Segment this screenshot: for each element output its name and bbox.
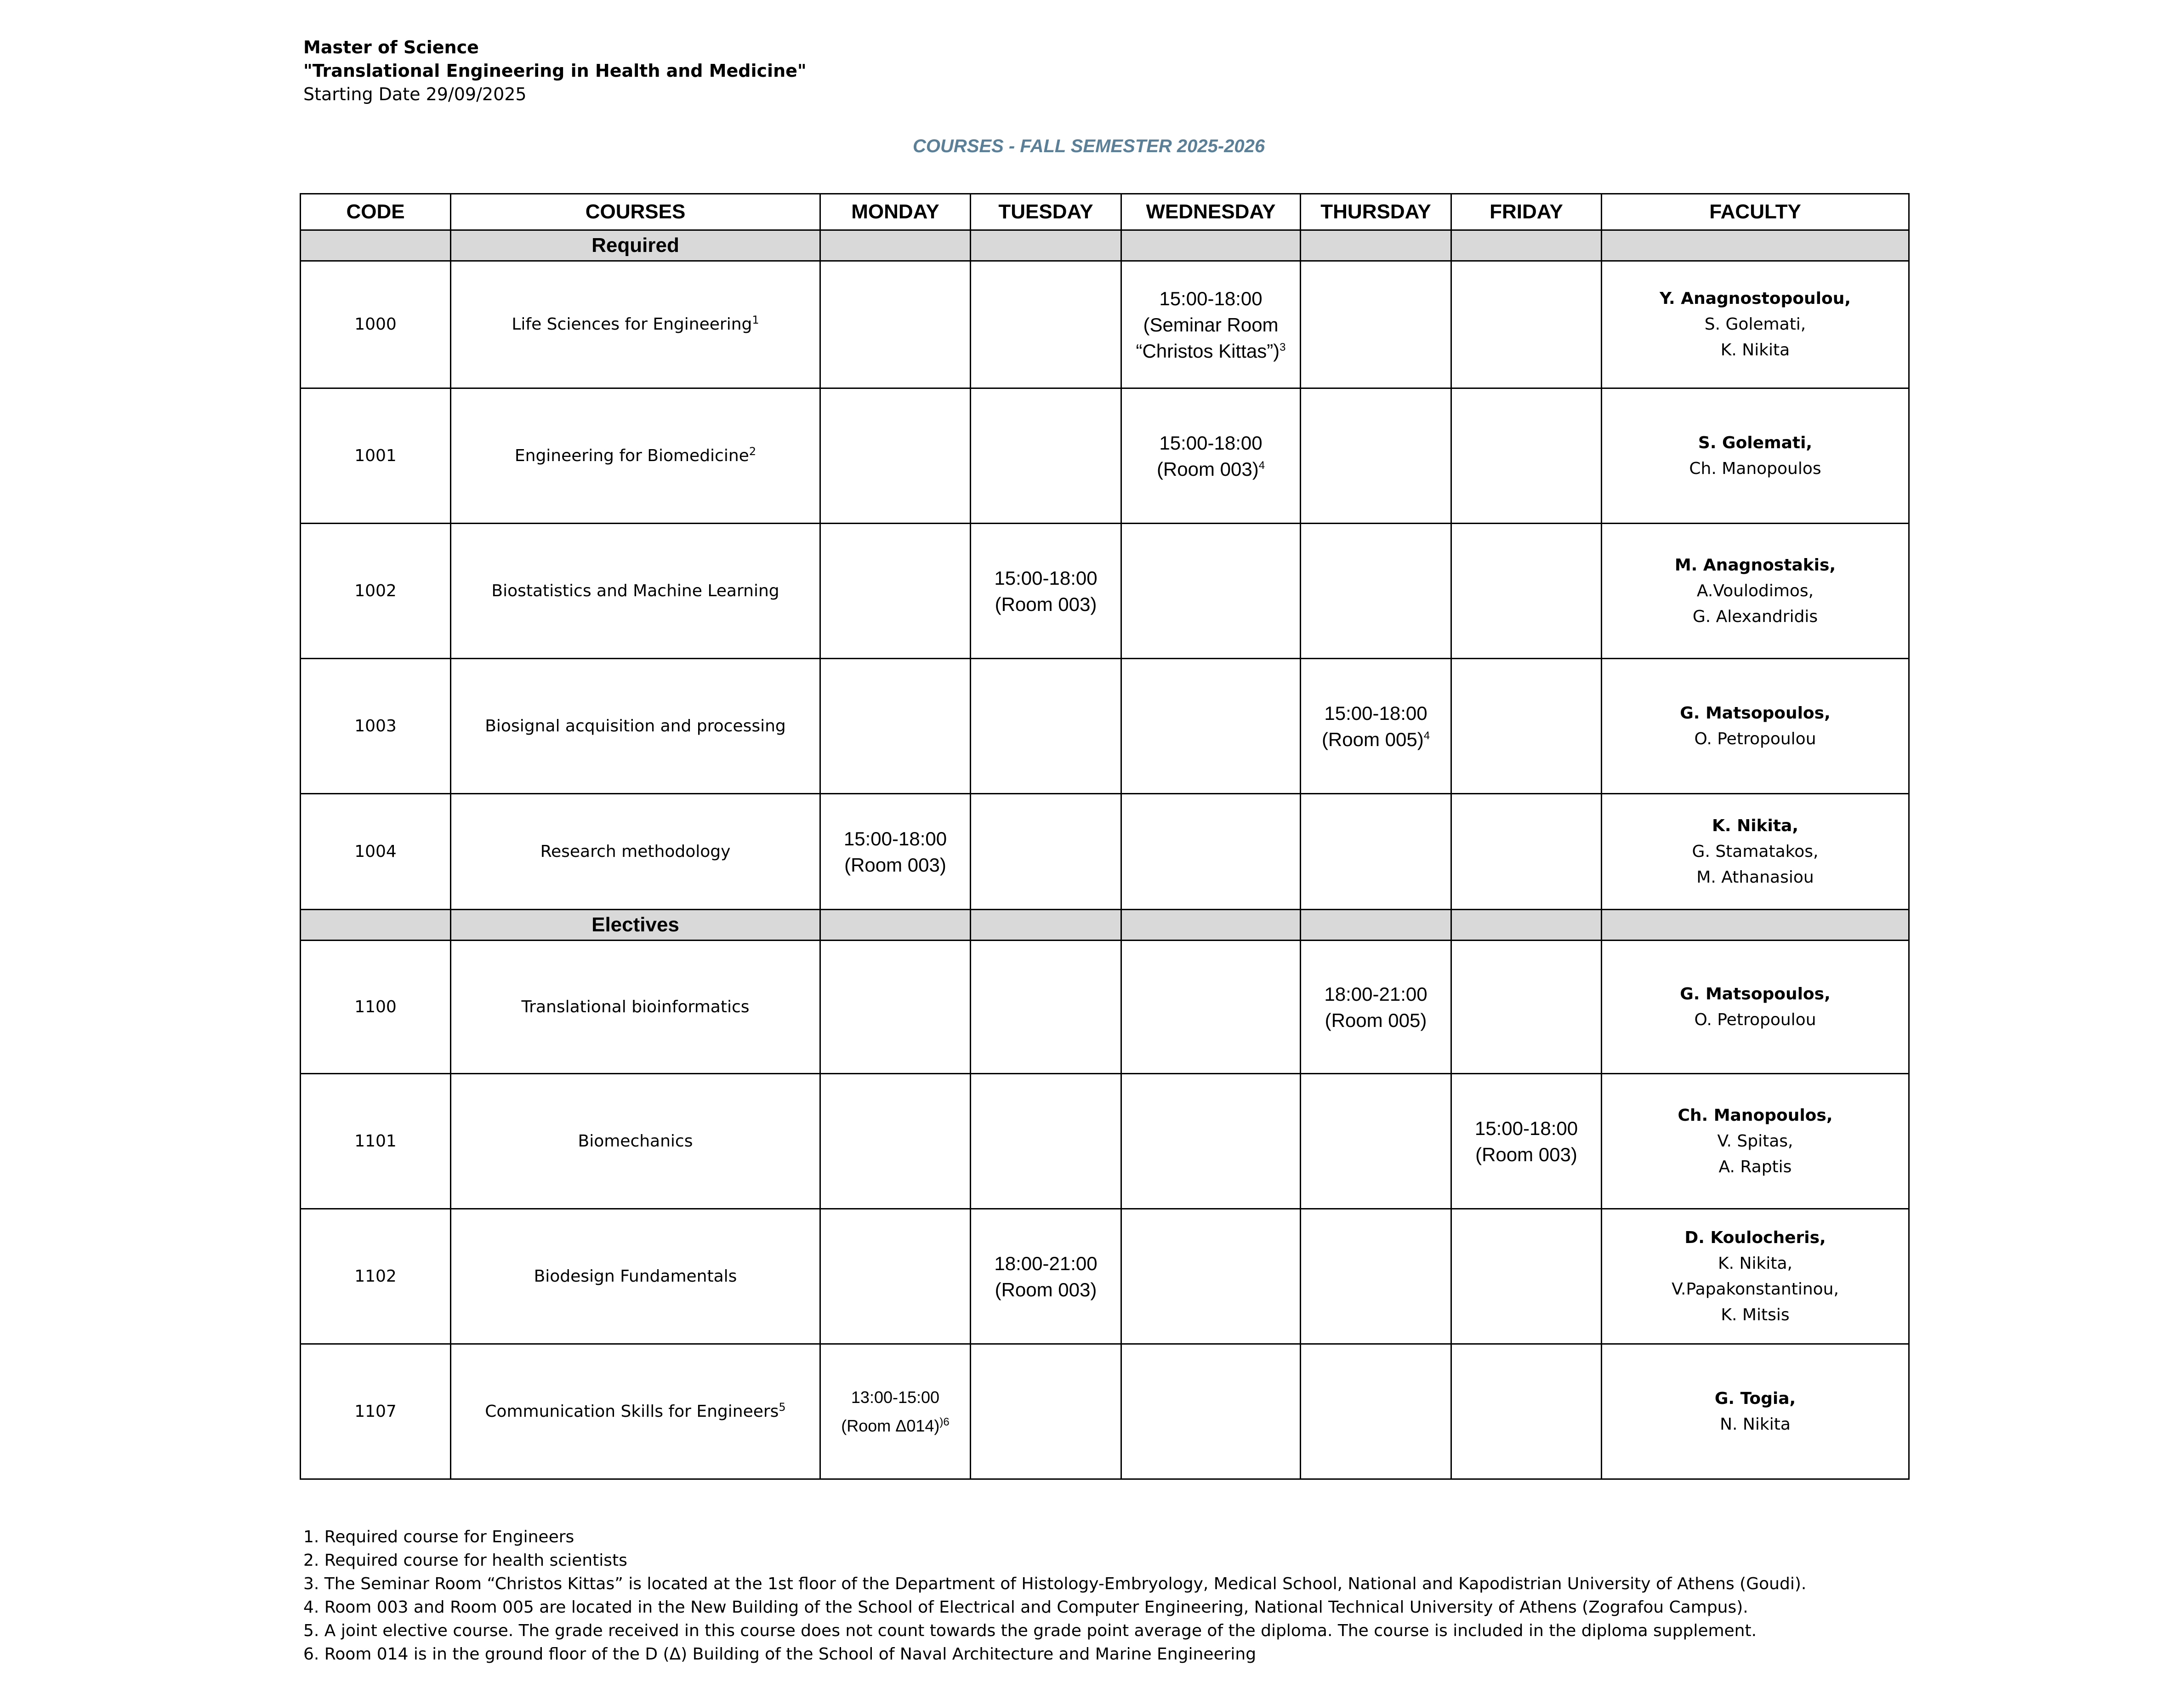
- course-name: Biomechanics: [578, 1131, 693, 1151]
- faculty-member: G. Alexandridis: [1692, 607, 1818, 626]
- footnote: 5. A joint elective course. The grade received in this course does not count towards the grade point average of the diploma. The course is included in the diploma supplement.: [303, 1621, 1757, 1640]
- slot-line: [1125, 338, 1297, 364]
- col-friday-header: FRIDAY: [1451, 194, 1602, 230]
- semester-title: COURSES - FALL SEMESTER 2025-2026: [913, 136, 1265, 156]
- group-cell: [971, 230, 1121, 261]
- course-name-cell: [451, 659, 820, 794]
- slot-wednesday: [1121, 941, 1301, 1074]
- slot-line: [824, 1412, 967, 1440]
- faculty-cell: [1602, 524, 1909, 659]
- slot-friday: [1451, 1074, 1602, 1209]
- group-cell: [1602, 230, 1909, 261]
- table-row: [301, 941, 1909, 1074]
- course-name: Biosignal acquisition and processing: [485, 716, 786, 736]
- faculty-member: A.Voulodimos,: [1696, 581, 1814, 600]
- faculty-lead: G. Matsopoulos,: [1680, 703, 1831, 723]
- faculty-member: G. Stamatakos,: [1692, 842, 1819, 861]
- slot-monday: [820, 659, 971, 794]
- footnote-ref: 3: [1280, 341, 1286, 354]
- footnote-ref: 4: [1423, 729, 1430, 742]
- slot-line: [1304, 981, 1448, 1007]
- course-code: 1004: [301, 794, 451, 910]
- course-code: 1107: [301, 1344, 451, 1479]
- slot-tuesday: [971, 1209, 1121, 1344]
- slot-line: [824, 1383, 967, 1412]
- col-thursday-header: THURSDAY: [1301, 194, 1451, 230]
- slot-tuesday: [971, 1074, 1121, 1209]
- col-code-header: CODE: [301, 194, 451, 230]
- slot-line: [1125, 430, 1297, 456]
- course-name: Life Sciences for Engineering: [512, 315, 752, 334]
- col-wednesday-header: WEDNESDAY: [1121, 194, 1301, 230]
- footnote-ref: 4: [1258, 459, 1265, 472]
- course-name: Translational bioinformatics: [521, 997, 750, 1016]
- slot-friday: [1451, 524, 1602, 659]
- course-code: 1000: [301, 261, 451, 388]
- room-info: (Room 005): [1321, 728, 1424, 750]
- course-name: Biodesign Fundamentals: [534, 1266, 737, 1286]
- slot-thursday: [1301, 659, 1451, 794]
- table-header-row: [301, 194, 1909, 230]
- course-name-cell: [451, 941, 820, 1074]
- faculty-member: N. Nikita: [1720, 1414, 1791, 1434]
- course-name-cell: [451, 524, 820, 659]
- slot-line: [1304, 1007, 1448, 1033]
- slot-monday: [820, 524, 971, 659]
- slot-tuesday: [971, 388, 1121, 524]
- slot-line: [974, 1250, 1118, 1277]
- course-name-cell: [451, 388, 820, 524]
- col-courses-header: COURSES: [451, 194, 820, 230]
- slot-monday: [820, 261, 971, 388]
- faculty-lead: Ch. Manopoulos,: [1678, 1106, 1833, 1125]
- footnote-ref: 2: [749, 445, 756, 458]
- course-name-cell: [451, 1074, 820, 1209]
- footnotes: [303, 1525, 1806, 1666]
- group-cell: [1301, 910, 1451, 941]
- footnote: 1. Required course for Engineers: [303, 1528, 574, 1546]
- faculty-member: K. Mitsis: [1721, 1305, 1790, 1324]
- group-cell: [1121, 910, 1301, 941]
- faculty-lead: M. Anagnostakis,: [1674, 555, 1836, 575]
- slot-monday: [820, 1209, 971, 1344]
- faculty-cell: [1602, 1344, 1909, 1479]
- footnote: 3. The Seminar Room “Christos Kittas” is located at the 1st floor of the Department of Histology-Embryology, Medical School, National and Kapodistrian University of Athens (Goudi).: [303, 1574, 1807, 1593]
- slot-thursday: [1301, 388, 1451, 524]
- slot-tuesday: [971, 659, 1121, 794]
- group-cell: [971, 910, 1121, 941]
- document-header: [303, 36, 807, 106]
- time-range: 15:00-18:00: [1324, 702, 1428, 724]
- room-info: (Room Δ014): [841, 1416, 940, 1435]
- program-title: "Translational Engineering in Health and Medicine": [303, 61, 807, 81]
- group-cell: [1451, 230, 1602, 261]
- group-cell: [820, 910, 971, 941]
- group-cell: [1451, 910, 1602, 941]
- slot-thursday: [1301, 524, 1451, 659]
- slot-wednesday: [1121, 388, 1301, 524]
- faculty-member: K. Nikita,: [1718, 1254, 1792, 1273]
- faculty-cell: [1602, 1074, 1909, 1209]
- room-info: (Room 003): [1156, 458, 1259, 480]
- slot-line: [974, 1277, 1118, 1303]
- slot-thursday: [1301, 261, 1451, 388]
- time-range: 18:00-21:00: [1324, 983, 1428, 1005]
- table-row: [301, 1209, 1909, 1344]
- slot-monday: [820, 941, 971, 1074]
- col-monday-header: MONDAY: [820, 194, 971, 230]
- starting-date: Starting Date 29/09/2025: [303, 84, 527, 104]
- slot-tuesday: [971, 794, 1121, 910]
- footnote-ref: 5: [779, 1400, 786, 1414]
- slot-tuesday: [971, 1344, 1121, 1479]
- slot-friday: [1451, 1344, 1602, 1479]
- room-info: (Seminar Room: [1143, 314, 1279, 336]
- table-row: [301, 1074, 1909, 1209]
- slot-thursday: [1301, 794, 1451, 910]
- course-schedule-table: [300, 193, 1910, 1480]
- table-row: [301, 388, 1909, 524]
- slot-line: [1125, 456, 1297, 482]
- faculty-lead: S. Golemati,: [1698, 433, 1813, 452]
- faculty-cell: [1602, 659, 1909, 794]
- footnote: 2. Required course for health scientists: [303, 1551, 627, 1570]
- room-info: (Room 003): [1475, 1143, 1577, 1165]
- course-code: 1100: [301, 941, 451, 1074]
- room-info: “Christos Kittas”): [1136, 340, 1280, 362]
- slot-line: [1455, 1115, 1598, 1141]
- faculty-member: V.Papakonstantinou,: [1672, 1279, 1839, 1299]
- footnote: 4. Room 003 and Room 005 are located in the New Building of the School of Electrical and Computer Engineering, National Technical University of Athens (Zografou Campus).: [303, 1598, 1748, 1617]
- slot-monday: [820, 794, 971, 910]
- room-info: (Room 003): [844, 854, 946, 876]
- course-name: Research methodology: [540, 842, 731, 861]
- slot-friday: [1451, 1209, 1602, 1344]
- slot-wednesday: [1121, 524, 1301, 659]
- slot-line: [974, 565, 1118, 591]
- faculty-lead: G. Togia,: [1714, 1389, 1796, 1408]
- slot-friday: [1451, 794, 1602, 910]
- group-label: Required: [451, 230, 820, 261]
- slot-line: [1125, 285, 1297, 312]
- room-info: (Room 003): [995, 1278, 1097, 1300]
- slot-wednesday: [1121, 794, 1301, 910]
- slot-line: [1304, 726, 1448, 753]
- faculty-member: O. Petropoulou: [1694, 1010, 1816, 1029]
- slot-thursday: [1301, 941, 1451, 1074]
- faculty-member: A. Raptis: [1718, 1157, 1792, 1176]
- course-code: 1001: [301, 388, 451, 524]
- faculty-member: Ch. Manopoulos: [1689, 459, 1821, 478]
- course-name: Engineering for Biomedicine: [514, 446, 749, 465]
- group-cell: [301, 230, 451, 261]
- faculty-member: O. Petropoulou: [1694, 729, 1816, 748]
- course-code: 1003: [301, 659, 451, 794]
- time-range: 15:00-18:00: [994, 567, 1098, 589]
- table-row: [301, 261, 1909, 388]
- table-row: [301, 659, 1909, 794]
- slot-line: [974, 591, 1118, 617]
- footnote: 6. Room 014 is in the ground floor of the D (Δ) Building of the School of Naval Architecture and Marine Engineering: [303, 1645, 1257, 1664]
- group-cell: [301, 910, 451, 941]
- group-cell: [1301, 230, 1451, 261]
- group-cell: [1602, 910, 1909, 941]
- slot-tuesday: [971, 261, 1121, 388]
- slot-wednesday: [1121, 1209, 1301, 1344]
- group-cell: [1121, 230, 1301, 261]
- slot-line: [824, 852, 967, 878]
- faculty-lead: Y. Anagnostopoulou,: [1659, 289, 1851, 308]
- group-row-electives: [301, 910, 1909, 941]
- time-range: 13:00-15:00: [851, 1387, 940, 1407]
- course-name-cell: [451, 794, 820, 910]
- faculty-cell: [1602, 794, 1909, 910]
- faculty-member: K. Nikita: [1720, 341, 1790, 359]
- slot-monday: [820, 1344, 971, 1479]
- slot-thursday: [1301, 1344, 1451, 1479]
- room-info: (Room 003): [995, 593, 1097, 615]
- time-range: 15:00-18:00: [1159, 432, 1263, 454]
- col-faculty-header: FACULTY: [1602, 194, 1909, 230]
- course-name: Biostatistics and Machine Learning: [491, 581, 779, 600]
- slot-tuesday: [971, 524, 1121, 659]
- slot-line: [1455, 1141, 1598, 1168]
- group-cell: [820, 230, 971, 261]
- slot-wednesday: [1121, 1344, 1301, 1479]
- faculty-cell: [1602, 388, 1909, 524]
- slot-tuesday: [971, 941, 1121, 1074]
- course-name-cell: [451, 1344, 820, 1479]
- faculty-cell: [1602, 1209, 1909, 1344]
- slot-friday: [1451, 261, 1602, 388]
- slot-wednesday: [1121, 1074, 1301, 1209]
- footnote-ref: 1: [752, 314, 759, 326]
- table-row: [301, 1344, 1909, 1479]
- time-range: 15:00-18:00: [843, 827, 947, 850]
- faculty-member: M. Athanasiou: [1696, 867, 1814, 887]
- slot-friday: [1451, 388, 1602, 524]
- course-code: 1102: [301, 1209, 451, 1344]
- room-info: (Room 005): [1325, 1009, 1427, 1031]
- table-row: [301, 524, 1909, 659]
- slot-wednesday: [1121, 261, 1301, 388]
- slot-line: [1125, 312, 1297, 338]
- course-code: 1101: [301, 1074, 451, 1209]
- slot-wednesday: [1121, 659, 1301, 794]
- course-name-cell: [451, 1209, 820, 1344]
- faculty-cell: [1602, 261, 1909, 388]
- slot-thursday: [1301, 1209, 1451, 1344]
- program-name: Master of Science: [303, 37, 479, 57]
- slot-friday: [1451, 941, 1602, 1074]
- faculty-lead: G. Matsopoulos,: [1680, 984, 1831, 1004]
- time-range: 18:00-21:00: [994, 1252, 1098, 1274]
- course-name-cell: [451, 261, 820, 388]
- faculty-cell: [1602, 941, 1909, 1074]
- course-code: 1002: [301, 524, 451, 659]
- time-range: 15:00-18:00: [1474, 1117, 1578, 1139]
- slot-friday: [1451, 659, 1602, 794]
- slot-line: [824, 826, 967, 852]
- faculty-lead: D. Koulocheris,: [1684, 1228, 1826, 1247]
- faculty-lead: K. Nikita,: [1712, 816, 1799, 835]
- slot-line: [1304, 700, 1448, 726]
- slot-monday: [820, 1074, 971, 1209]
- group-row-required: [301, 230, 1909, 261]
- footnote-ref: )6: [939, 1415, 950, 1428]
- table-row: [301, 794, 1909, 910]
- slot-thursday: [1301, 1074, 1451, 1209]
- faculty-member: V. Spitas,: [1717, 1131, 1793, 1151]
- col-tuesday-header: TUESDAY: [971, 194, 1121, 230]
- time-range: 15:00-18:00: [1159, 287, 1263, 309]
- group-label: Electives: [451, 910, 820, 941]
- slot-monday: [820, 388, 971, 524]
- course-name: Communication Skills for Engineers: [485, 1402, 779, 1421]
- faculty-member: S. Golemati,: [1704, 315, 1806, 334]
